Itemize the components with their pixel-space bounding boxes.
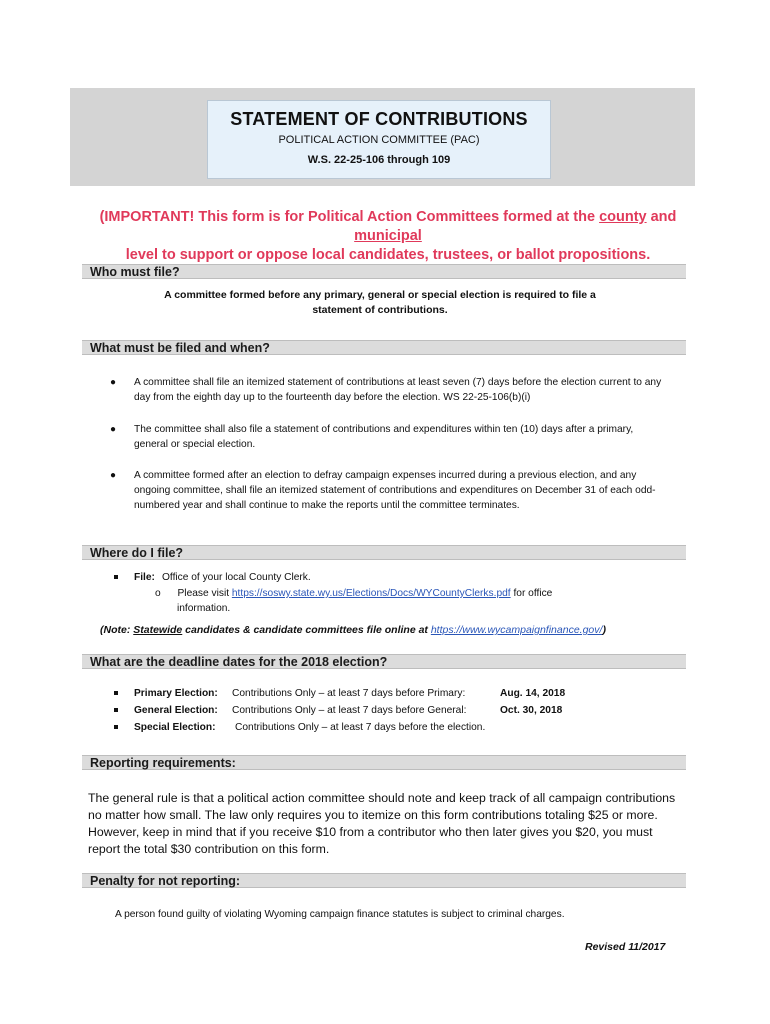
square-bullet-icon: [114, 725, 118, 729]
county-clerks-link[interactable]: https://soswy.state.wy.us/Elections/Docs/WYCountyClerks.pdf: [231, 588, 511, 599]
visit-line: o Please visit https://soswy.state.wy.us/Elections/Docs/WYCountyClerks.pdf for office: [155, 588, 553, 599]
statute-reference: W.S. 22-25-106 through 109: [307, 154, 451, 166]
revised-date: Revised 11/2017: [585, 941, 666, 953]
who-text: A committee formed before any primary, general or special election is required to file a statement of contributions.: [164, 289, 596, 316]
section-where-do-i-file: Where do I file?: [82, 545, 686, 560]
county-underlined: county: [599, 209, 647, 225]
form-subtitle: POLITICAL ACTION COMMITTEE (PAC): [278, 134, 480, 146]
square-bullet-icon: [114, 708, 118, 712]
penalty-text: A person found guilty of violating Wyoming campaign finance statutes is subject to criminal charges.: [115, 909, 565, 920]
list-item: ● A committee formed after an election to defray campaign expenses incurred during a previous election, and any ongoing committee, shall file an itemized statement of contributions and expenditures on December 31 of each odd-numbered year and shall continue to make the reports until the committee terminates.: [110, 470, 656, 511]
list-item: ● A committee shall file an itemized statement of contributions at least seven (7) days before the election current to any day from the eighth day up to the fourteenth day before the election. WS 22-25-106(b)(i): [110, 377, 662, 403]
bullet-icon: ●: [110, 424, 117, 435]
section-who-must-file: Who must file?: [82, 264, 686, 279]
square-bullet-icon: [114, 575, 118, 579]
important-notice: (IMPORTANT! This form is for Political Action Committees formed at the county and municipal level to support or oppose local candidates, trustees, or ballot propositions.: [99, 209, 677, 263]
wycampaignfinance-link[interactable]: https://www.wycampaignfinance.gov/: [430, 624, 603, 636]
bullet-icon: ●: [110, 470, 117, 481]
form-title: STATEMENT OF CONTRIBUTIONS: [230, 109, 528, 129]
section-what-must-be-filed: What must be filed and when?: [82, 340, 686, 355]
section-penalty: Penalty for not reporting:: [82, 873, 686, 888]
bullet-icon: ●: [110, 377, 117, 388]
square-bullet-icon: [114, 691, 118, 695]
visit-line-2: information.: [177, 603, 231, 614]
statewide-note: (Note: Statewide candidates & candidate committees file online at https://www.wycampaignfinance.gov/): [100, 624, 606, 636]
reporting-text: The general rule is that a political action committee should note and keep track of all campaign contributions no matter how small. The law only requires you to itemize on this form contributions totaling $25 or more. However, keep in mind that if you receive $10 from a contributor who then later gives you $20, you must report the total $30 contribution on this form.: [88, 791, 676, 856]
list-item: ● The committee shall also file a statement of contributions and expenditures within ten (10) days after a primary, general or special election.: [110, 424, 634, 450]
section-reporting-requirements: Reporting requirements:: [82, 755, 686, 770]
header-box: [207, 100, 551, 179]
circle-bullet-icon: o: [155, 588, 161, 599]
section-deadline-dates: What are the deadline dates for the 2018 election?: [82, 654, 686, 669]
municipal-underlined: municipal: [354, 228, 422, 244]
